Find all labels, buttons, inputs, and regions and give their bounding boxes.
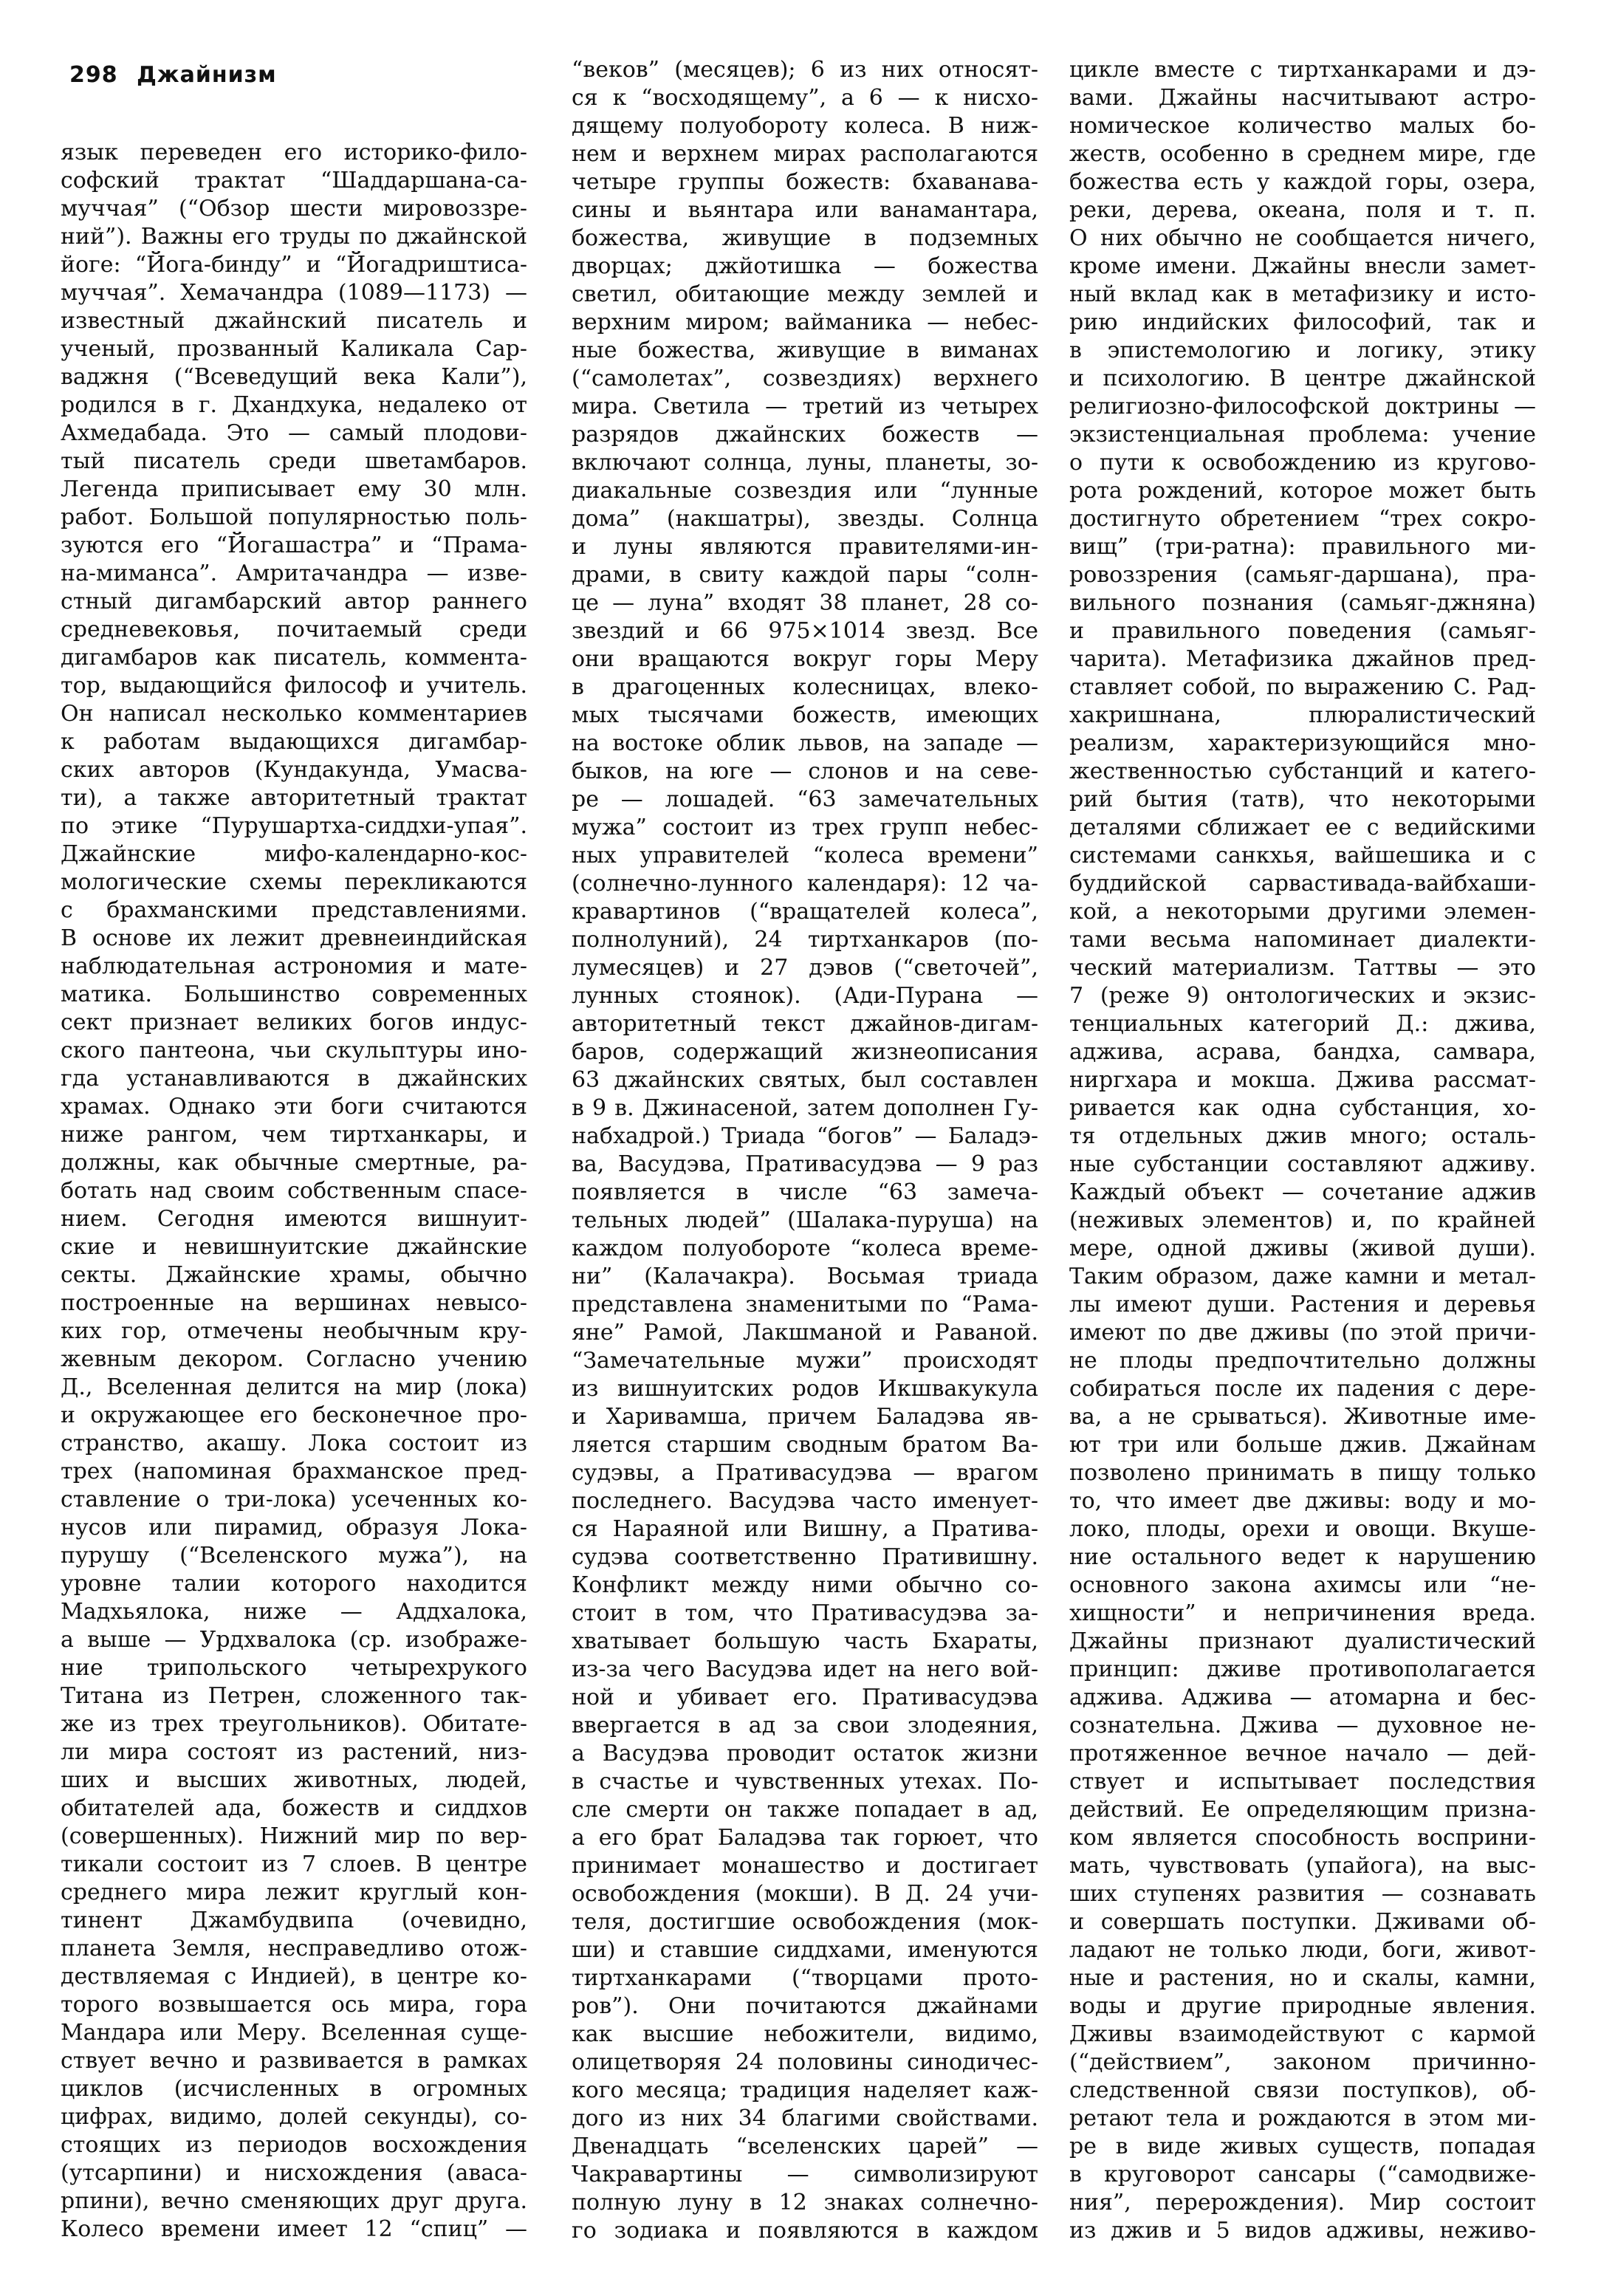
text-line: муччая”. Хемачандра (1089—1173) — — [61, 280, 527, 306]
text-line: сознательна. Джива — духовное не- — [1069, 1713, 1536, 1738]
text-line: набхадрой.) Триада “богов” — Баладэ- — [572, 1123, 1038, 1149]
text-line: ние остального ведет к нарушению — [1069, 1544, 1536, 1570]
text-line: хищности” и непричинения вреда. — [1069, 1600, 1536, 1626]
text-line: аджива, асрава, бандха, самвара, — [1069, 1039, 1536, 1065]
text-line: действий. Ее определяющим призна- — [1069, 1797, 1536, 1823]
text-line: баров, содержащий жизнеописания — [572, 1039, 1038, 1065]
text-line: дворцах; джйотишка — божества — [572, 253, 1038, 279]
text-line: Джайнские мифо-календарно-кос- — [61, 841, 527, 867]
text-line: ли мира состоят из растений, низ- — [61, 1739, 527, 1765]
text-line: и окружающее его бесконечное про- — [61, 1402, 527, 1428]
text-line: зуются его “Йогашастра” и “Прама- — [61, 532, 527, 558]
text-line: жественностью субстанций и катего- — [1069, 758, 1536, 784]
text-line: “Замечательные мужи” происходят — [572, 1348, 1038, 1374]
text-line: ретают тела и рождаются в этом ми- — [1069, 2105, 1536, 2131]
text-line: ний”). Важны его труды по джайнской — [61, 224, 527, 250]
text-line: работ. Большой популярностью поль- — [61, 504, 527, 530]
text-line: рию индийских философий, так и — [1069, 309, 1536, 335]
text-line: йоге: “Йога-бинду” и “Йогадриштиса- — [61, 252, 527, 278]
text-line: кого месяца; традиция наделяет каж- — [572, 2077, 1038, 2103]
text-line: ти), а также авторитетный трактат — [61, 785, 527, 811]
text-line: стный дигамбарский автор раннего — [61, 589, 527, 614]
text-line: должны, как обычные смертные, ра- — [61, 1150, 527, 1176]
text-line: включают солнца, луны, планеты, зо- — [572, 450, 1038, 476]
text-line: яне” Рамой, Лакшманой и Раваной. — [572, 1320, 1038, 1346]
text-line: и совершать поступки. Дживами об- — [1069, 1909, 1536, 1935]
text-line: ляется старшим сводным братом Ва- — [572, 1432, 1038, 1458]
text-line: тинент Джамбудвипа (очевидно, — [61, 1908, 527, 1933]
text-line: а выше — Урдхвалока (ср. изображе- — [61, 1627, 527, 1653]
text-line: ких гор, отмечены необычным кру- — [61, 1318, 527, 1344]
text-line: вильного познания (самьяг-джняна) — [1069, 590, 1536, 616]
text-line: не плоды предпочтительно должны — [1069, 1348, 1536, 1374]
text-line: наблюдательная астрономия и мате- — [61, 953, 527, 979]
text-line: тельных людей” (Шалака-пуруша) на — [572, 1207, 1038, 1233]
text-line: ре — лошадей. “63 замечательных — [572, 787, 1038, 812]
text-line: тя отдельных джив много; осталь- — [1069, 1123, 1536, 1149]
text-line: Титана из Петрен, сложенного так- — [61, 1683, 527, 1709]
text-line: мых тысячами божеств, имеющих — [572, 702, 1038, 728]
text-line: Мадхьялока, ниже — Аддхалока, — [61, 1599, 527, 1625]
text-line: протяженное вечное начало — дей- — [1069, 1741, 1536, 1766]
text-line: сле смерти он также попадает в ад, — [572, 1797, 1038, 1823]
text-line: Конфликт между ними обычно со- — [572, 1572, 1038, 1598]
text-line: судэвы, а Пративасудэва — врагом — [572, 1460, 1038, 1486]
text-line: Д., Вселенная делится на мир (лока) — [61, 1374, 527, 1400]
text-line: средневековья, почитаемый среди — [61, 617, 527, 642]
text-line: кроме имени. Джайны внесли замет- — [1069, 253, 1536, 279]
text-line: позволено принимать в пищу только — [1069, 1460, 1536, 1486]
text-line: нием. Сегодня имеются вишнуит- — [61, 1206, 527, 1232]
text-line: божества есть у каждой горы, озера, — [1069, 169, 1536, 195]
text-line: к работам выдающихся дигамбар- — [61, 729, 527, 755]
text-line: вами. Джайны насчитывают астро- — [1069, 85, 1536, 111]
text-line: дома” (накшатры), звезды. Солнца — [572, 506, 1038, 532]
text-line: вищ” (три-ратна): правильного ми- — [1069, 534, 1536, 560]
text-line: мужа” состоит из трех групп небес- — [572, 815, 1038, 840]
text-line: номическое количество малых бо- — [1069, 113, 1536, 139]
text-line: ных управителей “колеса времени” — [572, 843, 1038, 868]
text-line: с брахманскими представлениями. — [61, 897, 527, 923]
text-line: Мандара или Меру. Вселенная суще- — [61, 2020, 527, 2046]
text-line: в счастье и чувственных утехах. По- — [572, 1769, 1038, 1795]
text-line: храмах. Однако эти боги считаются — [61, 1094, 527, 1120]
text-line: Ахмедабада. Это — самый плодови- — [61, 420, 527, 446]
text-line: чарита). Метафизика джайнов пред- — [1069, 646, 1536, 672]
text-line: верхним миром; вайманика — небес- — [572, 309, 1038, 335]
text-line: в драгоценных колесницах, влеко- — [572, 674, 1038, 700]
text-line: секты. Джайнские храмы, обычно — [61, 1262, 527, 1288]
text-line: четыре группы божеств: бхаванава- — [572, 169, 1038, 195]
text-line: ной и убивает его. Пративасудэва — [572, 1685, 1038, 1710]
text-line: матика. Большинство современных — [61, 981, 527, 1007]
text-line: муччая” (“Обзор шести мировоззре- — [61, 196, 527, 222]
text-column-2 — [572, 56, 1038, 2245]
text-line: странство, акашу. Лока состоит из — [61, 1430, 527, 1456]
text-line: лы имеют души. Растения и деревья — [1069, 1292, 1536, 1317]
text-line: го зодиака и появляются в каждом — [572, 2218, 1038, 2244]
text-line: драми, в свиту каждой пары “солн- — [572, 562, 1038, 588]
text-line: же из трех треугольников). Обитате- — [61, 1711, 527, 1737]
text-line: (“самолетах”, созвездиях) верхнего — [572, 366, 1038, 391]
text-line: сины и вьянтара или ванамантара, — [572, 197, 1038, 223]
text-line: ни” (Калачакра). Восьмая триада — [572, 1264, 1038, 1289]
text-line: дествляемая с Индией), в центре ко- — [61, 1964, 527, 1990]
text-line: Джайны признают дуалистический — [1069, 1628, 1536, 1654]
text-line: аджива. Аджива — атомарна и бес- — [1069, 1685, 1536, 1710]
text-line: ших и высших животных, людей, — [61, 1767, 527, 1793]
text-line: то, что имеет две дживы: воду и мо- — [1069, 1488, 1536, 1514]
text-line: В основе их лежит древнеиндийская — [61, 925, 527, 951]
text-line: торого возвышается ось мира, гора — [61, 1992, 527, 2018]
text-line: тиртханкарами (“творцами прото- — [572, 1965, 1038, 1991]
text-line: мере, одной дживы (живой души). — [1069, 1236, 1536, 1261]
text-line: реализм, характеризующийся мно- — [1069, 730, 1536, 756]
text-line: О них обычно не сообщается ничего, — [1069, 225, 1536, 251]
text-line: цифрах, видимо, долей секунды), со- — [61, 2104, 527, 2130]
text-line: ниже рангом, чем тиртханкары, и — [61, 1122, 527, 1148]
text-line: судэва соответственно Пративишну. — [572, 1544, 1038, 1570]
text-line: и правильного поведения (самьяг- — [1069, 618, 1536, 644]
text-line: тами весьма напоминает диалекти- — [1069, 927, 1536, 953]
text-line: достигнуто обретением “трех сокро- — [1069, 506, 1536, 532]
text-line: среднего мира лежит круглый кон- — [61, 1879, 527, 1905]
text-line: мологические схемы перекликаются — [61, 869, 527, 895]
text-line: (“действием”, законом причинно- — [1069, 2049, 1536, 2075]
text-line: ные божества, живущие в виманах — [572, 337, 1038, 363]
text-line: последнего. Васудэва часто именует- — [572, 1488, 1038, 1514]
text-line: и психологию. В центре джайнской — [1069, 366, 1536, 391]
text-line: ботать над своим собственным спасе- — [61, 1178, 527, 1204]
text-line: Двенадцать “вселенских царей” — — [572, 2134, 1038, 2159]
text-line: ского пантеона, чьи скульптуры ино- — [61, 1038, 527, 1063]
text-line: а Васудэва проводит остаток жизни — [572, 1741, 1038, 1766]
text-line: ком является способность восприни- — [1069, 1825, 1536, 1851]
text-line: из вишнуитских родов Икшвакукула — [572, 1376, 1038, 1402]
text-line: нем и верхнем мирах располагаются — [572, 141, 1038, 167]
text-line: ровоззрения (самьяг-даршана), пра- — [1069, 562, 1536, 588]
text-line: рпини), вечно сменяющих друг друга. — [61, 2188, 527, 2214]
text-line: они вращаются вокруг горы Меру — [572, 646, 1038, 672]
text-line: ученый, прозванный Каликала Сар- — [61, 336, 527, 362]
text-line: рота рождений, которое может быть — [1069, 478, 1536, 504]
text-line: ваджня (“Всеведущий века Кали”), — [61, 364, 527, 390]
text-line: принцип: дживе противополагается — [1069, 1656, 1536, 1682]
text-line: быков, на юге — слонов и на севе- — [572, 758, 1038, 784]
text-line: пурушу (“Вселенского мужа”), на — [61, 1543, 527, 1569]
text-line: циклов (исчисленных в огромных — [61, 2076, 527, 2102]
text-line: ров”). Они почитаются джайнами — [572, 1993, 1038, 2019]
running-head — [69, 62, 277, 88]
text-line: и Харивамша, причем Баладэва яв- — [572, 1404, 1038, 1430]
text-line: гда устанавливаются в джайнских — [61, 1066, 527, 1092]
text-line: и луны являются правителями-ин- — [572, 534, 1038, 560]
text-line: Таким образом, даже камни и метал- — [1069, 1264, 1536, 1289]
text-line: ствует и испытывает последствия — [1069, 1769, 1536, 1795]
text-line: кой, а некоторыми другими элемен- — [1069, 899, 1536, 925]
text-line: ся Нараяной или Вишну, а Пратива- — [572, 1516, 1038, 1542]
text-line: ния”, перерождения). Мир состоит — [1069, 2190, 1536, 2216]
text-line: ладают не только люди, боги, живот- — [1069, 1937, 1536, 1963]
text-line: тор, выдающийся философ и учитель. — [61, 673, 527, 699]
text-line: ва, Васудэва, Пративасудэва — 9 раз — [572, 1151, 1038, 1177]
text-line: ших ступенях развития — сознавать — [1069, 1881, 1536, 1907]
text-line: дящему полуобороту колеса. В ниж- — [572, 113, 1038, 139]
text-line: мира. Светила — третий из четырех — [572, 394, 1038, 419]
text-line: диакальные созвездия или “лунные — [572, 478, 1038, 504]
page-number: 298 — [69, 62, 118, 88]
text-line: жевным декором. Согласно учению — [61, 1346, 527, 1372]
text-line: экзистенциальная проблема: учение — [1069, 422, 1536, 448]
text-line: лунных стоянок). (Ади-Пурана — — [572, 983, 1038, 1009]
text-line: теля, достигшие освобождения (мок- — [572, 1909, 1038, 1935]
text-line: ских авторов (Кундакунда, Умасва- — [61, 757, 527, 783]
text-line: ние трипольского четырехрукого — [61, 1655, 527, 1681]
text-line: ют три или больше джив. Джайнам — [1069, 1432, 1536, 1458]
text-line: олицетворяя 24 половины синодичес- — [572, 2049, 1038, 2075]
text-line: уровне талии которого находится — [61, 1571, 527, 1597]
text-line: на востоке облик львов, на западе — — [572, 730, 1038, 756]
text-line: известный джайнский писатель и — [61, 308, 527, 334]
text-line: из-за чего Васудэва идет на него вой- — [572, 1656, 1038, 1682]
text-line: освобождения (мокши). В Д. 24 учи- — [572, 1881, 1038, 1907]
text-line: ставляет собой, по выражению С. Рад- — [1069, 674, 1536, 700]
text-line: родился в г. Дхандхука, недалеко от — [61, 392, 527, 418]
text-line: реки, дерева, океана, поля и т. п. — [1069, 197, 1536, 223]
text-line: воды и другие природные явления. — [1069, 1993, 1536, 2019]
text-line: появляется в числе “63 замеча- — [572, 1179, 1038, 1205]
text-line: ре в виде живых существ, попадая — [1069, 2134, 1536, 2159]
text-line: лумесяцев) и 27 дэвов (“светочей”, — [572, 955, 1038, 981]
text-line: дигамбаров как писатель, коммента- — [61, 645, 527, 671]
text-line: хакришнана, плюралистический — [1069, 702, 1536, 728]
text-line: ские и невишнуитские джайнские — [61, 1234, 527, 1260]
text-line: ные субстанции составляют адживу. — [1069, 1151, 1536, 1177]
text-line: цикле вместе с тиртханкарами и дэ- — [1069, 57, 1536, 83]
text-line: (неживых элементов) и, по крайней — [1069, 1207, 1536, 1233]
text-line: жеств, особенно в среднем мире, где — [1069, 141, 1536, 167]
text-line: системами санкхья, вайшешика и с — [1069, 843, 1536, 868]
text-line: локо, плоды, орехи и овощи. Вкуше- — [1069, 1516, 1536, 1542]
section-title: Джайнизм — [137, 62, 277, 88]
text-line: Чакравартины — символизируют — [572, 2162, 1038, 2187]
text-line: полную луну в 12 знаках солнечно- — [572, 2190, 1038, 2216]
text-line: светил, обитающие между землей и — [572, 281, 1038, 307]
text-line: в 9 в. Джинасеной, затем дополнен Гу- — [572, 1095, 1038, 1121]
text-line: Легенда приписывает ему 30 млн. — [61, 476, 527, 502]
text-line: на-миманса”. Амритачандра — изве- — [61, 561, 527, 586]
text-line: ниргхара и мокша. Джива рассмат- — [1069, 1067, 1536, 1093]
text-line: ва, а не срываться). Животные име- — [1069, 1404, 1536, 1430]
text-column-3 — [1069, 56, 1536, 2245]
text-line: це — луна” входят 38 планет, 28 со- — [572, 590, 1038, 616]
text-line: трех (напоминая брахманское пред- — [61, 1459, 527, 1484]
text-line: основного закона ахимсы или “не- — [1069, 1572, 1536, 1598]
text-line: ривается как одна субстанция, хо- — [1069, 1095, 1536, 1121]
text-line: религиозно-философской доктрины — — [1069, 394, 1536, 419]
text-line: по этике “Пурушартха-сиддхи-упая”. — [61, 813, 527, 839]
text-line: ставление о три-лока) усеченных ко- — [61, 1487, 527, 1512]
text-line: тенциальных категорий Д.: джива, — [1069, 1011, 1536, 1037]
text-line: софский трактат “Шаддаршана-са- — [61, 168, 527, 193]
text-line: ши) и ставшие сиддхами, именуются — [572, 1937, 1038, 1963]
text-line: ный вклад как в метафизику и исто- — [1069, 281, 1536, 307]
text-column-1 — [61, 139, 527, 2244]
text-line: дого из них 34 благими свойствами. — [572, 2105, 1038, 2131]
text-line: нусов или пирамид, образуя Лока- — [61, 1515, 527, 1541]
text-line: 7 (реже 9) онтологических и экзис- — [1069, 983, 1536, 1009]
text-line: тикали состоит из 7 слоев. В центре — [61, 1851, 527, 1877]
text-line: принимает монашество и достигает — [572, 1853, 1038, 1879]
text-line: божества, живущие в подземных — [572, 225, 1038, 251]
text-line: Каждый объект — сочетание аджив — [1069, 1179, 1536, 1205]
text-line: буддийской сарвастивада-вайбхаши- — [1069, 871, 1536, 897]
text-line: построенные на вершинах невысо- — [61, 1290, 527, 1316]
text-line: ствует вечно и развивается в рамках — [61, 2048, 527, 2074]
text-line: кравартинов (“вращателей колеса”, — [572, 899, 1038, 925]
text-line: каждом полуобороте “колеса време- — [572, 1236, 1038, 1261]
text-line: мать, чувствовать (упайога), на выс- — [1069, 1853, 1536, 1879]
text-line: тый писатель среди шветамбаров. — [61, 448, 527, 474]
text-line: (утсарпини) и нисхождения (аваса- — [61, 2160, 527, 2186]
text-line: “веков” (месяцев); 6 из них относят- — [572, 57, 1038, 83]
text-line: планета Земля, несправедливо отож- — [61, 1936, 527, 1961]
text-line: деталями сближает ее с ведийскими — [1069, 815, 1536, 840]
text-line: обитателей ада, божеств и сиддхов — [61, 1795, 527, 1821]
text-line: из джив и 5 видов адживы, неживо- — [1069, 2218, 1536, 2244]
text-line: 63 джайнских святых, был составлен — [572, 1067, 1038, 1093]
text-line: рий бытия (татв), что некоторыми — [1069, 787, 1536, 812]
text-line: Он написал несколько комментариев — [61, 701, 527, 727]
text-line: имеют по две дживы (по этой причи- — [1069, 1320, 1536, 1346]
text-line: ся к “восходящему”, а 6 — к нисхо- — [572, 85, 1038, 111]
text-line: ввергается в ад за свои злодеяния, — [572, 1713, 1038, 1738]
text-line: как высшие небожители, видимо, — [572, 2021, 1038, 2047]
text-line: о пути к освобождению из кругово- — [1069, 450, 1536, 476]
text-line: Дживы взаимодействуют с кармой — [1069, 2021, 1536, 2047]
text-line: полнолуний), 24 тиртханкаров (по- — [572, 927, 1038, 953]
text-line: сект признает великих богов индус- — [61, 1010, 527, 1035]
text-line: собираться после их падения с дере- — [1069, 1376, 1536, 1402]
text-line: следственной связи поступков), об- — [1069, 2077, 1536, 2103]
text-line: (солнечно-лунного календаря): 12 ча- — [572, 871, 1038, 897]
text-line: в эпистемологию и логику, этику — [1069, 337, 1536, 363]
text-line: язык переведен его историко-фило- — [61, 140, 527, 165]
text-line: стоящих из периодов восхождения — [61, 2132, 527, 2158]
text-line: ные и растения, но и скалы, камни, — [1069, 1965, 1536, 1991]
text-line: в круговорот сансары (“самодвиже- — [1069, 2162, 1536, 2187]
text-line: стоит в том, что Пративасудэва за- — [572, 1600, 1038, 1626]
text-line: разрядов джайнских божеств — — [572, 422, 1038, 448]
text-line: представлена знаменитыми по “Рама- — [572, 1292, 1038, 1317]
text-line: ческий материализм. Таттвы — это — [1069, 955, 1536, 981]
text-line: а его брат Баладэва так горюет, что — [572, 1825, 1038, 1851]
text-line: Колесо времени имеет 12 “спиц” — — [61, 2216, 527, 2242]
text-line: (совершенных). Нижний мир по вер- — [61, 1823, 527, 1849]
text-line: хватывает большую часть Бхараты, — [572, 1628, 1038, 1654]
text-line: звездий и 66 975×1014 звезд. Все — [572, 618, 1038, 644]
text-line: авторитетный текст джайнов-дигам- — [572, 1011, 1038, 1037]
